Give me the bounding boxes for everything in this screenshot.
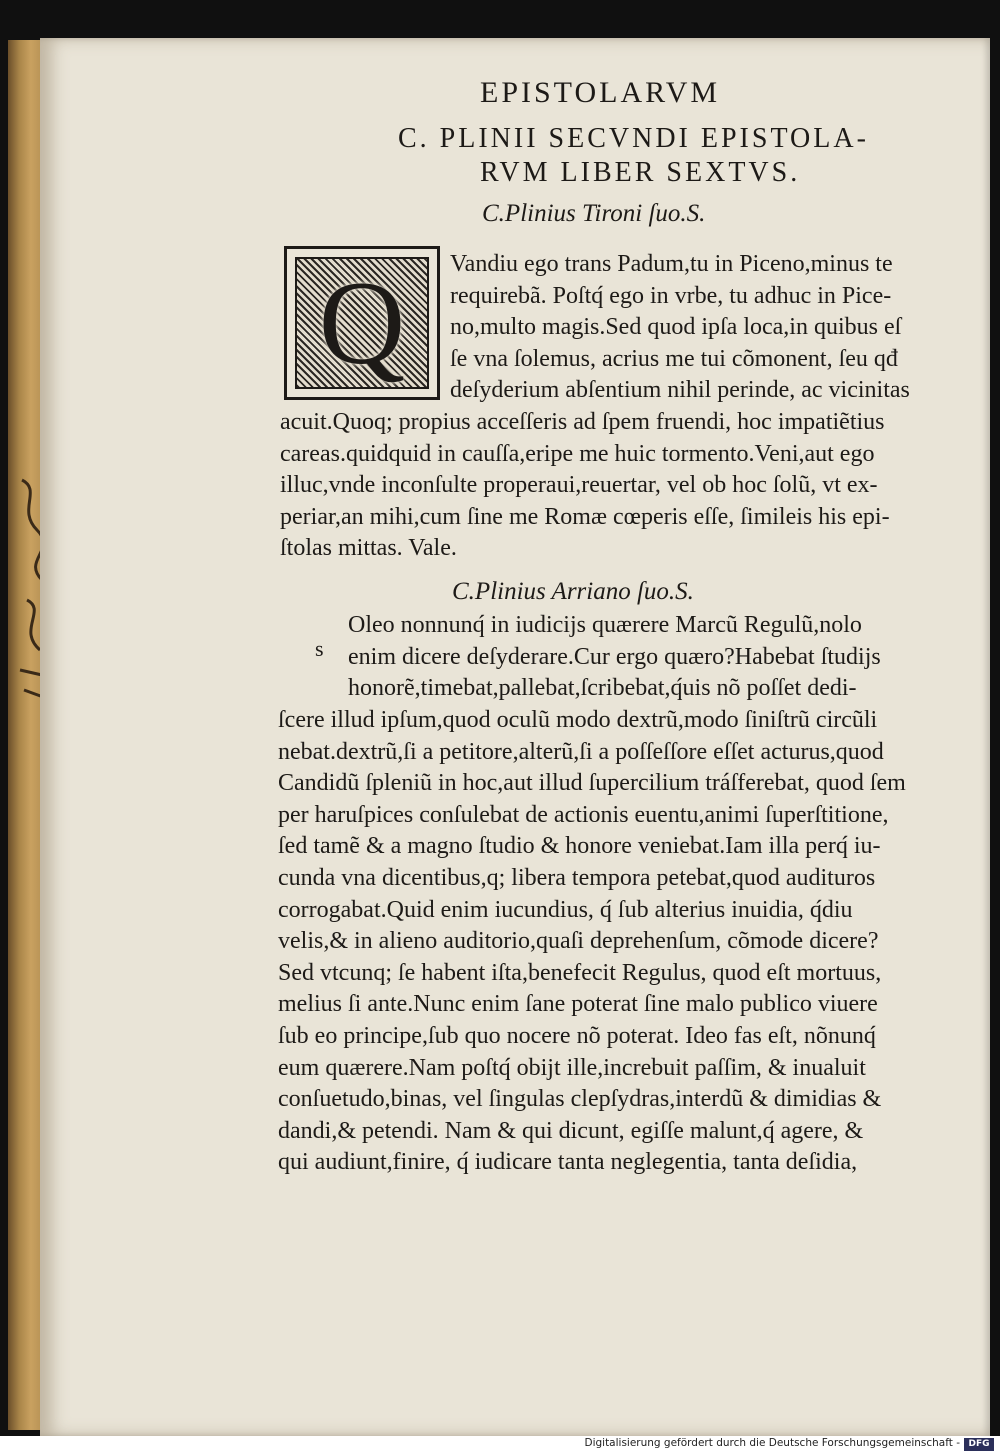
text-line: Vandiu ego trans Padum,tu in Piceno,minus te: [450, 251, 893, 277]
initial-letter: Q: [318, 256, 406, 389]
text-line: conſuetudo,binas, vel ſingulas clepſydras,interdũ & dimidias &: [278, 1086, 882, 1113]
text-line: melius ſi ante.Nunc enim ſane poterat ſine malo publico viuere: [278, 991, 878, 1018]
text-line: illuc,vnde inconſulte properaui,reuertar, vel ob hoc ſolũ, vt ex-: [280, 472, 878, 499]
text-line: careas.quidquid in cauſſa,eripe me huic tormento.Veni,aut ego: [280, 440, 875, 467]
letter1-indented-lines: [450, 249, 910, 407]
text-line: ſe vna ſolemus, acrius me tui cõmonent, ſeu qđ: [450, 345, 898, 372]
letter2-full-lines: [278, 705, 906, 1179]
text-line: corrogabat.Quid enim iucundius, q́ ſub alterius inuidia, q́diu: [278, 896, 853, 923]
text-line: no,multo magis.Sed quod ipſa loca,in quibus eſ: [450, 314, 902, 341]
text-line: per haruſpices conſulebat de actionis euentu,animi ſuperſtitione,: [278, 801, 889, 828]
letter1-full-lines: [280, 407, 890, 565]
text-line: ſed tamẽ & a magno ſtudio & honore veniebat.Iam illa perq́ iu-: [278, 833, 881, 860]
text-line: acuit.Quoq; propius acceſſeris ad ſpem fruendi, hoc impatiẽtius: [280, 409, 885, 435]
book-title-line-2: RVM LIBER SEXTVS.: [480, 157, 801, 188]
text-line: Candidũ ſpleniũ in hoc,aut illud ſupercilium tráſferebat, quod ſem: [278, 770, 906, 797]
letter2-indented-lines: [348, 610, 881, 705]
text-line: ſtolas mittas. Vale.: [280, 535, 457, 562]
letter-heading-arrianus: C.Plinius Arriano ſuo.S.: [452, 578, 694, 605]
text-line: deſyderium abſentium nihil perinde, ac vicinitas: [450, 377, 910, 404]
text-line: enim dicere deſyderare.Cur ergo quæro?Habebat ſtudijs: [348, 643, 881, 670]
text-line: Sed vtcunq; ſe habent iſta,benefecit Regulus, quod eſt mortuus,: [278, 959, 882, 986]
text-line: ſcere illud ipſum,quod oculũ modo dextrũ,modo ſiniſtrũ circũli: [278, 707, 878, 733]
text-line: eum quærere.Nam poſtq́ obijt ille,increbuit paſſim, & inualuit: [278, 1054, 866, 1081]
running-head: EPISTOLARVM: [480, 76, 721, 109]
text-line: ſub eo principe,ſub quo nocere nõ poterat. Ideo fas eſt, nõnunq́: [278, 1022, 876, 1049]
text-line: requirebã. Poſtq́ ego in vrbe, tu adhuc in Pice-: [450, 282, 892, 309]
funding-credit: Digitalisierung gefördert durch die Deutsche Forschungsgemeinschaft -: [584, 1437, 960, 1449]
digitization-footer: [0, 1436, 1000, 1454]
text-line: Oleo nonnunq́ in iudicijs quærere Marcũ Regulũ,nolo: [348, 612, 862, 638]
margin-note: s: [315, 636, 324, 661]
book-title-line-1: C. PLINII SECVNDI EPISTOLA-: [398, 123, 869, 154]
text-line: velis,& in alieno auditorio,quaſi deprehenſum, cõmode dicere?: [278, 928, 879, 955]
text-line: honorẽ,timebat,pallebat,ſcribebat,q́uis nõ poſſet dedi-: [348, 675, 857, 702]
book-title: [398, 122, 898, 190]
letter-heading-tiro: C.Plinius Tironi ſuo.S.: [482, 200, 706, 227]
text-line: nebat.dextrũ,ſi a petitore,alterũ,ſi a poſſeſſore eſſet acturus,quod: [278, 738, 884, 765]
text-line: periar,an mihi,cum ſine me Romæ cœperis eſſe, ſimileis his epi-: [280, 503, 890, 530]
decorated-initial: [284, 246, 440, 400]
text-line: dandi,& petendi. Nam & qui dicunt, egiſſe malunt,q́ agere, &: [278, 1117, 864, 1144]
text-line: cunda vna dicentibus,q; libera tempora petebat,quod audituros: [278, 864, 876, 891]
dfg-logo-icon: DFG: [964, 1438, 994, 1451]
text-line: qui audiunt,finire, q́ iudicare tanta neglegentia, tanta deſidia,: [278, 1149, 858, 1176]
